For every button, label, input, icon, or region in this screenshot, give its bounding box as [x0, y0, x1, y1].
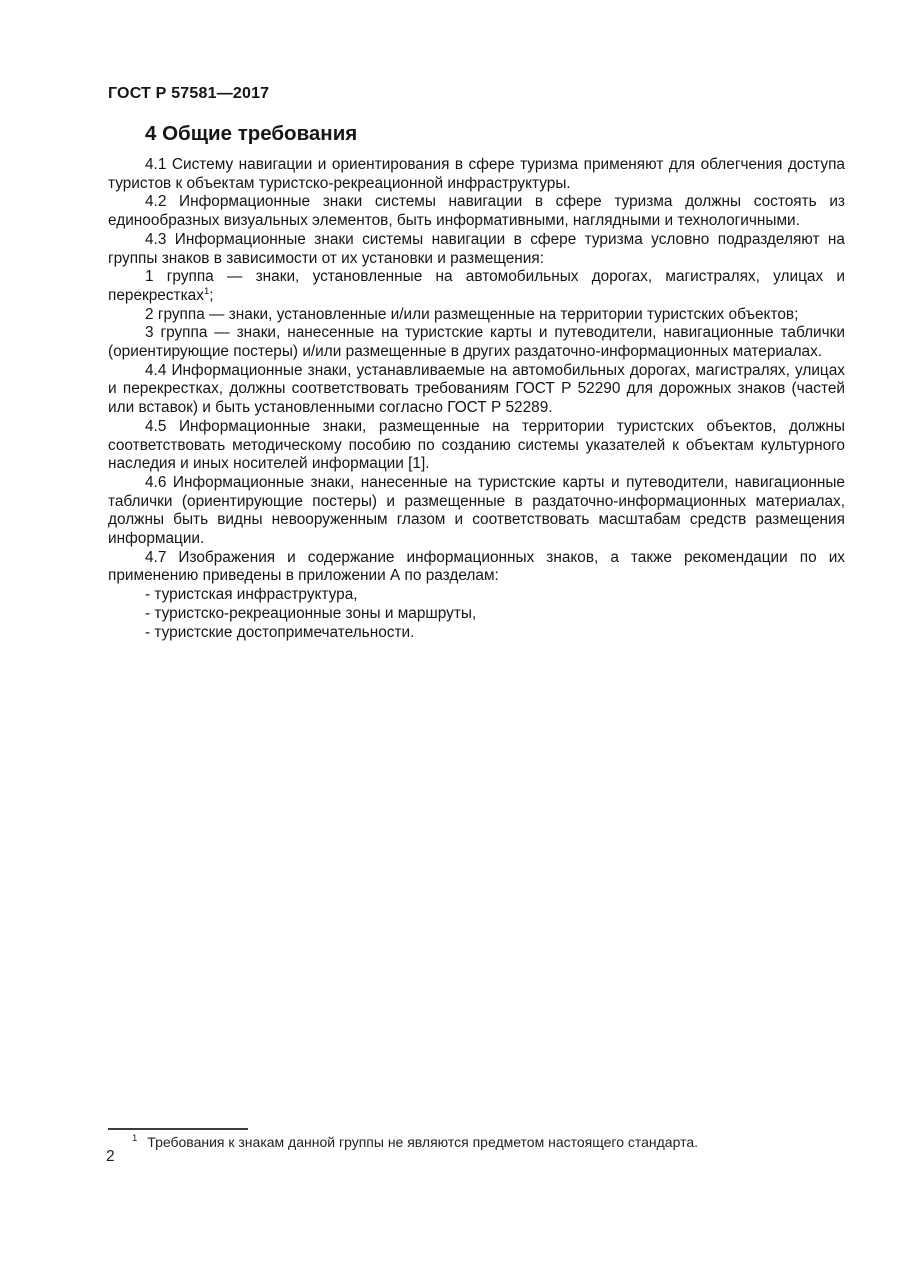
footnote-reference: 1: [203, 285, 210, 297]
page-number: 2: [106, 1148, 115, 1165]
list-item-infrastructure: - туристская инфраструктура,: [145, 586, 358, 604]
list-item-zones-routes: - туристско-рекреационные зоны и маршруты,: [145, 604, 477, 622]
footnote-divider: [108, 1128, 248, 1130]
paragraph-group-2: 2 группа — знаки, установленные и/или размещенные на территории туристских объектов;: [145, 305, 799, 323]
footnote: [132, 1133, 832, 1151]
body-text: [108, 156, 845, 642]
group-1-text-end: ;: [209, 286, 214, 304]
footnote-text: Требования к знакам данной группы не являются предметом настоящего стандарта.: [147, 1134, 699, 1150]
paragraph-4-1: 4.1 Систему навигации и ориентирования в сфере туризма применяют для облегчения доступа туристов к объектам туристско-рекреационной инфраструктуры.: [108, 156, 845, 192]
document-header: ГОСТ Р 57581—2017: [108, 85, 270, 102]
section-heading: 4 Общие требования: [145, 122, 358, 145]
paragraph-4-6: 4.6 Информационные знаки, нанесенные на туристские карты и путеводители, навигационные таблички (ориентирующие постеры) и размещенные в раздаточно-информационных материалах, должны быть видны невооруженным глазом и соответствовать масштабам средств размещения информации.: [108, 473, 845, 548]
paragraph-4-5: 4.5 Информационные знаки, размещенные на территории туристских объектов, должны соответствовать методическому пособию по созданию системы указателей к объектам культурного наследия и иных носителей информации [1].: [108, 417, 845, 473]
group-1-text: 1 группа — знаки, установленные на автомобильных дорогах, магистралях, улицах и перекрестках: [108, 268, 845, 304]
paragraph-4-7: 4.7 Изображения и содержание информационных знаков, а также рекомендации по их применению приведены в приложении А по разделам:: [108, 548, 845, 585]
paragraph-group-3: 3 группа — знаки, нанесенные на туристские карты и путеводители, навигационные таблички (ориентирующие постеры) и/или размещенные в других раздаточно-информационных материалах.: [108, 324, 845, 361]
paragraph-4-2: 4.2 Информационные знаки системы навигации в сфере туризма должны состоять из единообразных визуальных элементов, быть информативными, наглядными и технологичными.: [108, 193, 845, 230]
footnote-marker: 1: [132, 1133, 138, 1145]
paragraph-group-1: [108, 268, 845, 305]
paragraph-4-4: 4.4 Информационные знаки, устанавливаемые на автомобильных дорогах, магистралях, улицах и перекрестках, должны соответствовать требованиям ГОСТ Р 52290 для дорожных знаков (частей или вставок) и быть установленными согласно ГОСТ Р 52289.: [108, 361, 845, 417]
paragraph-4-3: 4.3 Информационные знаки системы навигации в сфере туризма условно подразделяют на группы знаков в зависимости от их установки и размещения:: [108, 230, 845, 267]
list-item-attractions: - туристские достопримечательности.: [145, 623, 415, 641]
